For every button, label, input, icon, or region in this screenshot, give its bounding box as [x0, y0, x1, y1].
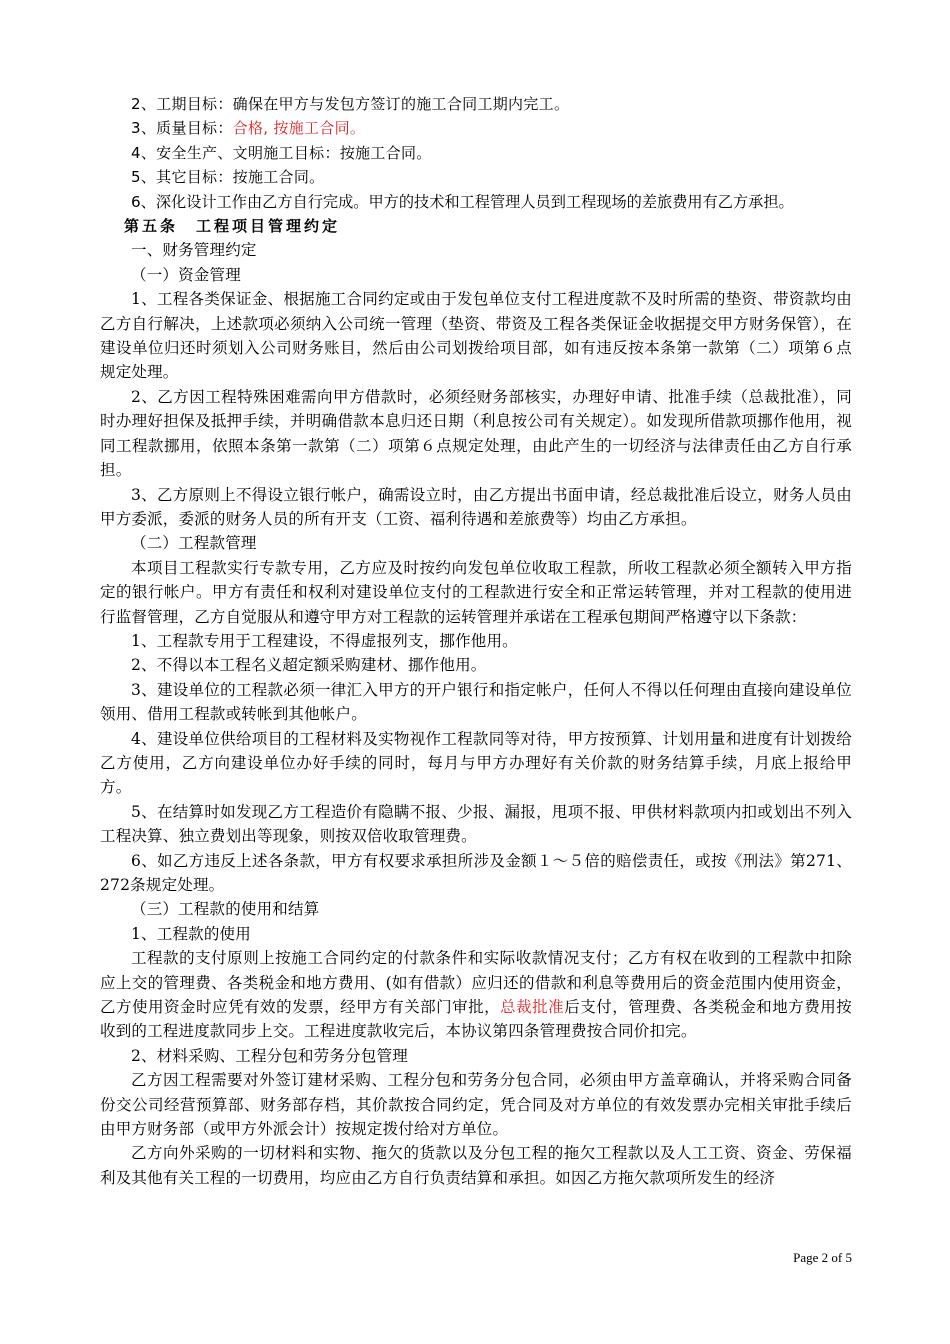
item-title: 2、材料采购、工程分包和劳务分包管理	[131, 1046, 408, 1065]
paragraph: 乙方向外采购的一切材料和实物、拖欠的货款以及分包工程的拖欠工程款以及人工工资、资金、劳保福利及其他有关工程的一切费用，均应由乙方自行负责结算和承担。如因乙方拖欠款项所发生的经济	[100, 1144, 852, 1187]
list-item: 1、工程款专用于工程建设，不得虚报列支，挪作他用。	[131, 631, 518, 650]
paragraph: 3、乙方原则上不得设立银行帐户，确需设立时，由乙方提出书面申请，经总裁批准后设立，财务人员由甲方委派，委派的财务人员的所有开支（工资、福利待遇和差旅费等）均由乙方承担。	[100, 485, 852, 528]
document-page	[100, 92, 852, 1190]
list-item: 4、建设单位供给项目的工程材料及实物视作工程款同等对待，甲方按预算、计划用量和进度有计划拨给乙方使用，乙方向建设单位办好手续的同时，每月与甲方办理好有关价款的财务结算手续，月底上报给甲方。	[100, 729, 852, 797]
highlight-text: 总裁批准	[500, 998, 565, 1017]
section-title: 一、财务管理约定	[131, 241, 257, 260]
goal-quality-value: 合格, 按施工合同。	[232, 119, 366, 138]
paragraph-text: 工程款的支付原则上按施工合同约定的付款条件和实际收款情况支付；乙方有权在收到的工程款中扣除应上交的管理费、各类税金和地方费用、(如有借款）应归还的借款和利息等费用后的资金范围内使用资金，乙方使用资金时应凭有效的发票，经甲方有关部门审批，	[100, 949, 852, 1017]
goal-safety: 4、安全生产、文明施工目标：按施工合同。	[131, 143, 432, 162]
subsection-title: （三）工程款的使用和结算	[131, 900, 320, 919]
goal-duration: 2、工期目标：确保在甲方与发包方签订的施工合同工期内完工。	[131, 95, 570, 113]
list-item: 2、不得以本工程名义超定额采购建材、挪作他用。	[131, 656, 487, 675]
list-item: 5、在结算时如发现乙方工程造价有隐瞒不报、少报、漏报，甩项不报、甲供材料款项内扣或划出不列入工程决算、独立费划出等现象，则按双倍收取管理费。	[100, 802, 852, 846]
page-number: Page 2 of 5	[793, 1250, 852, 1265]
goal-quality	[100, 116, 852, 140]
paragraph	[100, 946, 852, 1044]
article-heading: 第五条 工程项目管理约定	[124, 217, 341, 236]
subsection-title: （二）工程款管理	[131, 534, 257, 553]
paragraph: 本项目工程款实行专款专用，乙方应及时按约向发包单位收取工程款，所收工程款必须全额转入甲方指定的银行帐户。甲方有责任和权利对建设单位支付的工程款进行安全和正常运转管理，并对工程款的使用进行监督管理，乙方自觉服从和遵守甲方对工程款的运转管理并承诺在工程承包期间严格遵守以下条款：	[100, 558, 852, 626]
item-title: 1、工程款的使用	[131, 924, 251, 943]
goal-other: 5、其它目标：按施工合同。	[131, 168, 325, 187]
subsection-title: （一）资金管理	[131, 265, 241, 284]
list-item: 3、建设单位的工程款必须一律汇入甲方的开户银行和指定帐户，任何人不得以任何理由直接向建设单位领用、借用工程款或转帐到其他帐户。	[100, 680, 852, 724]
paragraph: 乙方因工程需要对外签订建材采购、工程分包和劳务分包合同，必须由甲方盖章确认，并将采购合同备份交公司经营预算部、财务部存档，其价款按合同约定，凭合同及对方单位的有效发票办完相关审批手续后由甲方财务部（或甲方外派会计）按规定拨付给对方单位。	[100, 1071, 852, 1139]
goal-quality-label: 3、质量目标：	[131, 119, 233, 138]
paragraph: 1、工程各类保证金、根据施工合同约定或由于发包单位支付工程进度款不及时所需的垫资、带资款均由乙方自行解决，上述款项必须纳入公司统一管理（垫资、带资及工程各类保证金收据提交甲方财务保管），在建设单位归还时须划入公司财务账目，然后由公司划拨给项目部，如有违反按本条第一款第（二）项第６点规定处理。	[100, 290, 852, 382]
goal-design: 6、深化设计工作由乙方自行完成。甲方的技术和工程管理人员到工程现场的差旅费用有乙方承担。	[131, 192, 794, 211]
paragraph: 2、乙方因工程特殊困难需向甲方借款时，必须经财务部核实，办理好申请、批准手续（总裁批准），同时办理好担保及抵押手续，并明确借款本息归还日期（利息按公司有关规定）。如发现所借款项挪作他用，视同工程款挪用，依照本条第一款第（二）项第６点规定处理，由此产生的一切经济与法律责任由乙方自行承担。	[100, 387, 852, 480]
list-item: 6、如乙方违反上述各条款，甲方有权要求承担所涉及金额１～５倍的赔偿责任，或按《刑法》第271、272条规定处理。	[100, 851, 852, 894]
paragraph-text: 后支付，管理费、各类税金和地方费用按收到的工程进度款同步上交。工程进度款收完后，本协议第四条管理费按合同价扣完。	[100, 998, 852, 1041]
